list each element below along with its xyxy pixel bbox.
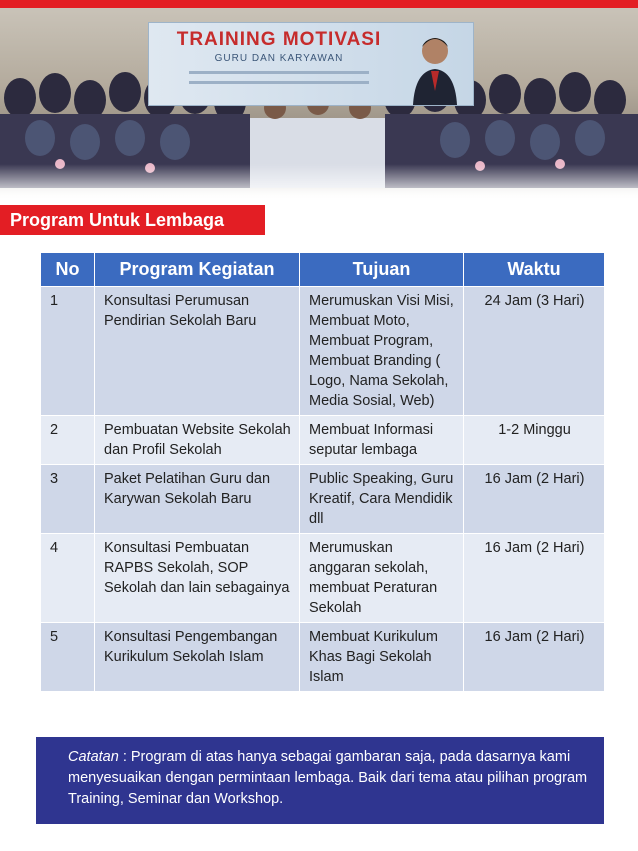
cell-time: 16 Jam (2 Hari) — [464, 623, 605, 692]
cell-no: 4 — [41, 534, 95, 623]
cell-goal: Membuat Kurikulum Khas Bagi Sekolah Islam — [300, 623, 464, 692]
note-text: : Program di atas hanya sebagai gambaran saja, pada dasarnya kami menyesuaikan dengan permintaan lembaga. Baik dari tema atau pilihan program Training, Seminar dan Workshop. — [68, 749, 588, 807]
table-header-row — [41, 253, 605, 287]
cell-time: 24 Jam (3 Hari) — [464, 287, 605, 416]
program-table — [40, 252, 605, 692]
photo-fade — [0, 164, 638, 200]
header-no: No — [41, 253, 95, 287]
header-time: Waktu — [464, 253, 605, 287]
speaker-portrait — [405, 29, 465, 105]
note-label: Catatan — [68, 749, 119, 765]
cell-program: Konsultasi Pembuatan RAPBS Sekolah, SOP Sekolah dan lain sebagainya — [95, 534, 300, 623]
table-row — [41, 623, 605, 692]
banner-subtitle: GURU DAN KARYAWAN — [214, 53, 344, 64]
banner-title: TRAINING MOTIVASI — [176, 29, 382, 50]
cell-goal: Membuat Informasi seputar lembaga — [300, 416, 464, 465]
table-row — [41, 416, 605, 465]
table-row — [41, 534, 605, 623]
section-title: Program Untuk Lembaga — [0, 205, 265, 235]
cell-goal: Merumuskan anggaran sekolah, membuat Peraturan Sekolah — [300, 534, 464, 623]
cell-program: Konsultasi Perumusan Pendirian Sekolah Baru — [95, 287, 300, 416]
group-photo — [0, 8, 638, 200]
cell-goal: Merumuskan Visi Misi, Membuat Moto, Membuat Program, Membuat Branding ( Logo, Nama Sekolah, Media Sosial, Web) — [300, 287, 464, 416]
cell-program: Pembuatan Website Sekolah dan Profil Sekolah — [95, 416, 300, 465]
cell-program: Konsultasi Pengembangan Kurikulum Sekolah Islam — [95, 623, 300, 692]
cell-time: 16 Jam (2 Hari) — [464, 465, 605, 534]
cell-no: 5 — [41, 623, 95, 692]
header-program: Program Kegiatan — [95, 253, 300, 287]
top-red-bar — [0, 0, 638, 8]
header-goal: Tujuan — [300, 253, 464, 287]
cell-no: 3 — [41, 465, 95, 534]
cell-no: 2 — [41, 416, 95, 465]
note-box — [36, 737, 604, 824]
cell-no: 1 — [41, 287, 95, 416]
cell-goal: Public Speaking, Guru Kreatif, Cara Mendidik dll — [300, 465, 464, 534]
cell-time: 16 Jam (2 Hari) — [464, 534, 605, 623]
table-row — [41, 287, 605, 416]
cell-program: Paket Pelatihan Guru dan Karywan Sekolah Baru — [95, 465, 300, 534]
training-banner — [148, 22, 474, 106]
table-row — [41, 465, 605, 534]
banner-decor-line — [189, 81, 369, 84]
cell-time: 1-2 Minggu — [464, 416, 605, 465]
banner-decor-line — [189, 71, 369, 74]
